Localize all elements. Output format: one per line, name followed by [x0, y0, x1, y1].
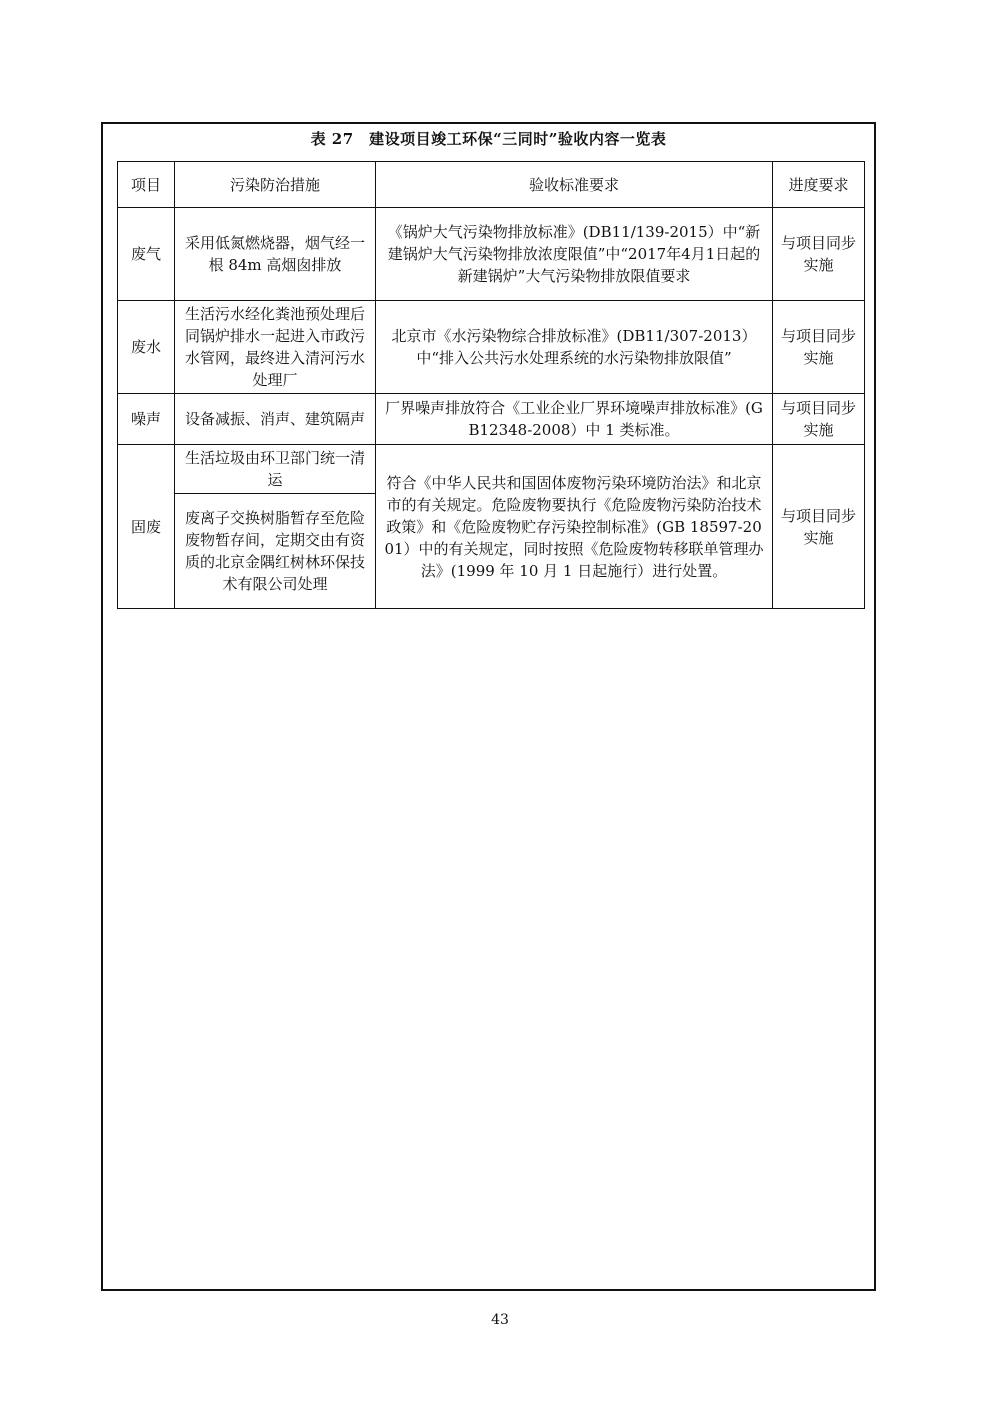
table-caption: 表 27 建设项目竣工环保“三同时”验收内容一览表: [310, 130, 667, 148]
header-measure: 污染防治措施: [175, 162, 376, 208]
cell-measure: 设备减振、消声、建筑隔声: [175, 394, 376, 445]
cell-schedule: 与项目同步实施: [773, 301, 865, 394]
cell-item: 废水: [118, 301, 175, 394]
cell-schedule: 与项目同步实施: [773, 445, 865, 609]
cell-standard: 符合《中华人民共和国固体废物污染环境防治法》和北京市的有关规定。危险废物要执行《危险废物污染防治技术政策》和《危险废物贮存污染控制标准》(GB 18597-2001）中的有关规定，同时按照《危险废物转移联单管理办法》(1999 年 10 月 1 日起施行）进行处置。: [376, 445, 773, 609]
cell-measure: 生活垃圾由环卫部门统一清运: [175, 445, 376, 494]
cell-measure: 采用低氮燃烧器，烟气经一根 84m 高烟囱排放: [175, 208, 376, 301]
table-row-solid: [118, 445, 865, 494]
header-item: 项目: [118, 162, 175, 208]
cell-measure: 废离子交换树脂暂存至危险废物暂存间，定期交由有资质的北京金隅红树林环保技术有限公司处理: [175, 494, 376, 609]
cell-standard: 厂界噪声排放符合《工业企业厂界环境噪声排放标准》(GB12348-2008）中 1 类标准。: [376, 394, 773, 445]
table-row-water: [118, 301, 865, 394]
cell-measure: 生活污水经化粪池预处理后同锅炉排水一起进入市政污水管网，最终进入清河污水处理厂: [175, 301, 376, 394]
table-header-row: [118, 162, 865, 208]
cell-item: 固废: [118, 445, 175, 609]
cell-schedule: 与项目同步实施: [773, 208, 865, 301]
page-number: 43: [491, 1312, 509, 1328]
cell-schedule: 与项目同步实施: [773, 394, 865, 445]
table-row-air: [118, 208, 865, 301]
acceptance-table: [117, 161, 865, 609]
cell-item: 噪声: [118, 394, 175, 445]
cell-item: 废气: [118, 208, 175, 301]
cell-standard: 《锅炉大气污染物排放标准》(DB11/139-2015）中“新建锅炉大气污染物排放浓度限值”中“2017年4月1日起的新建锅炉”大气污染物排放限值要求: [376, 208, 773, 301]
cell-standard: 北京市《水污染物综合排放标准》(DB11/307-2013）中“排入公共污水处理系统的水污染物排放限值”: [376, 301, 773, 394]
table-row-noise: [118, 394, 865, 445]
page-frame: [101, 122, 876, 1291]
header-schedule: 进度要求: [773, 162, 865, 208]
header-standard: 验收标准要求: [376, 162, 773, 208]
